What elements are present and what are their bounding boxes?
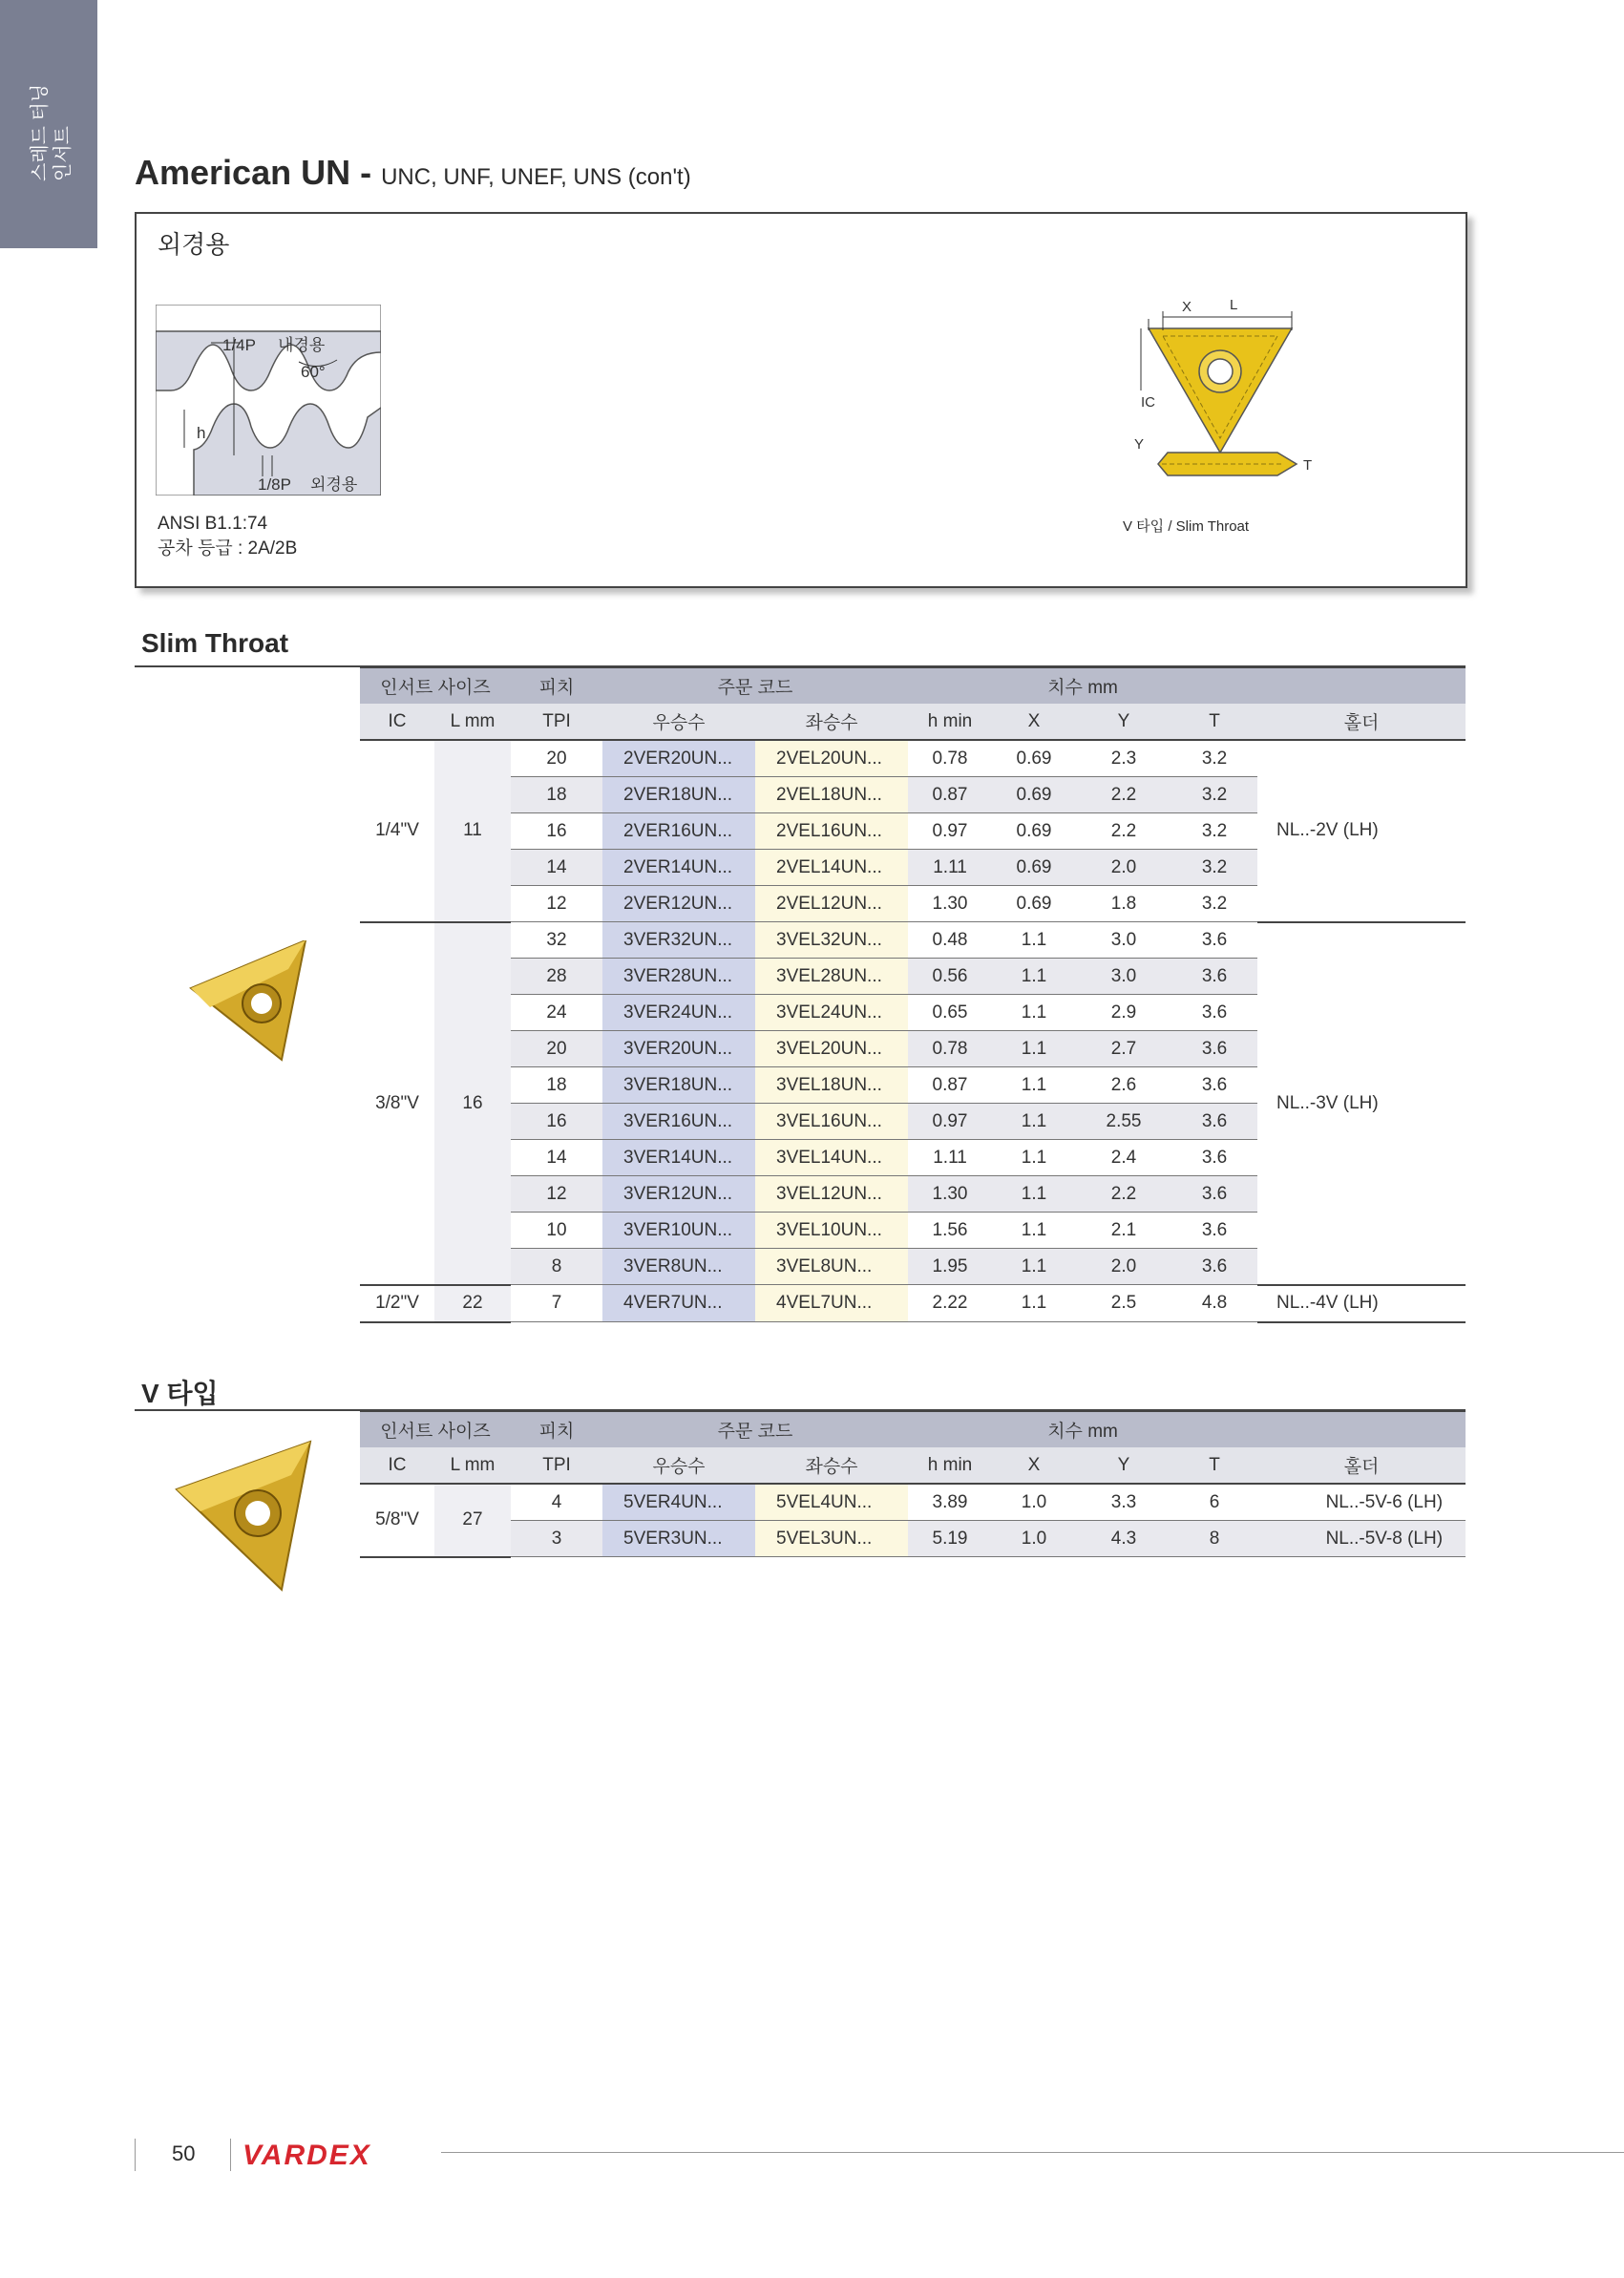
left-hand-code-cell: 3VEL18UN... — [755, 1067, 908, 1104]
t-cell: 3.2 — [1171, 777, 1257, 813]
hmin-cell: 2.22 — [908, 1285, 992, 1322]
tpi-cell: 20 — [511, 1031, 602, 1067]
header-t: T — [1171, 704, 1257, 740]
t-cell: 3.6 — [1171, 1140, 1257, 1176]
insert-ic-cell: 1/2"V — [360, 1285, 434, 1322]
footer-divider-left — [135, 2139, 136, 2171]
t-cell: 6 — [1171, 1484, 1257, 1521]
hmin-cell: 0.97 — [908, 813, 992, 850]
profile-angle-label: 60° — [301, 363, 326, 381]
insert-ic-cell: 5/8"V — [360, 1484, 434, 1557]
side-tab-label — [29, 29, 74, 181]
page-title — [135, 153, 691, 193]
t-cell: 3.2 — [1171, 886, 1257, 922]
x-cell: 0.69 — [992, 886, 1076, 922]
header-l: L mm — [434, 704, 511, 740]
right-hand-code-cell: 3VER32UN... — [602, 922, 755, 959]
y-cell: 3.0 — [1076, 922, 1171, 959]
t-cell: 3.6 — [1171, 995, 1257, 1031]
holder-cell: NL..-5V-6 (LH) — [1257, 1484, 1466, 1521]
x-cell: 1.1 — [992, 1176, 1076, 1213]
footer-rule — [441, 2152, 1624, 2153]
header-dims: 치수 mm — [908, 667, 1257, 704]
hmin-cell: 3.89 — [908, 1484, 992, 1521]
footer-divider-right — [230, 2139, 231, 2171]
x-cell: 1.1 — [992, 1140, 1076, 1176]
header-left-hand: 좌승수 — [755, 704, 908, 740]
header-y: Y — [1076, 704, 1171, 740]
profile-eighth-pitch-label: 1/8P — [258, 475, 291, 494]
x-cell: 1.1 — [992, 959, 1076, 995]
x-cell: 0.69 — [992, 813, 1076, 850]
left-hand-code-cell: 3VEL32UN... — [755, 922, 908, 959]
table-row — [360, 1484, 1466, 1521]
y-cell: 3.0 — [1076, 959, 1171, 995]
hmin-cell: 1.56 — [908, 1213, 992, 1249]
t-cell: 4.8 — [1171, 1285, 1257, 1322]
tpi-cell: 12 — [511, 886, 602, 922]
diagram-y-label: Y — [1134, 436, 1145, 453]
tpi-cell: 3 — [511, 1521, 602, 1557]
left-hand-code-cell: 2VEL20UN... — [755, 740, 908, 777]
t-cell: 3.6 — [1171, 1067, 1257, 1104]
tpi-cell: 10 — [511, 1213, 602, 1249]
left-hand-code-cell: 2VEL16UN... — [755, 813, 908, 850]
insert-length-cell: 16 — [434, 922, 511, 1285]
header-blank — [1257, 1411, 1466, 1447]
holder-cell: NL..-3V (LH) — [1257, 922, 1466, 1285]
x-cell: 1.0 — [992, 1484, 1076, 1521]
header-order-code: 주문 코드 — [602, 1411, 908, 1447]
header-y: Y — [1076, 1447, 1171, 1484]
t-cell: 3.6 — [1171, 922, 1257, 959]
slim-throat-insert-photo — [181, 940, 315, 1074]
right-hand-code-cell: 5VER4UN... — [602, 1484, 755, 1521]
y-cell: 2.55 — [1076, 1104, 1171, 1140]
brand-wordmark: VARDEX — [243, 2140, 371, 2171]
t-cell: 3.2 — [1171, 850, 1257, 886]
left-hand-code-cell: 3VEL8UN... — [755, 1249, 908, 1285]
diagram-t-label: T — [1303, 457, 1313, 474]
x-cell: 1.1 — [992, 1249, 1076, 1285]
t-cell: 3.6 — [1171, 1249, 1257, 1285]
y-cell: 2.9 — [1076, 995, 1171, 1031]
slim-throat-title: Slim Throat — [141, 628, 289, 658]
t-cell: 3.6 — [1171, 1213, 1257, 1249]
y-cell: 2.0 — [1076, 1249, 1171, 1285]
insert-length-cell: 22 — [434, 1285, 511, 1322]
hmin-cell: 1.11 — [908, 1140, 992, 1176]
diagram-ic-label: IC — [1141, 394, 1155, 411]
header-holder: 홀더 — [1257, 704, 1466, 740]
diagram-x-label: X — [1182, 299, 1192, 315]
holder-cell: NL..-5V-8 (LH) — [1257, 1521, 1466, 1557]
tpi-cell: 16 — [511, 1104, 602, 1140]
insert-length-cell: 11 — [434, 740, 511, 922]
profile-quarter-pitch-label: 1/4P — [222, 336, 256, 354]
hmin-cell: 0.56 — [908, 959, 992, 995]
header-ic: IC — [360, 1447, 434, 1484]
right-hand-code-cell: 3VER18UN... — [602, 1067, 755, 1104]
header-t: T — [1171, 1447, 1257, 1484]
header-left-hand: 좌승수 — [755, 1447, 908, 1484]
right-hand-code-cell: 3VER14UN... — [602, 1140, 755, 1176]
tpi-cell: 7 — [511, 1285, 602, 1322]
holder-cell: NL..-4V (LH) — [1257, 1285, 1466, 1322]
v-type-title: V 타입 — [141, 1379, 219, 1408]
left-hand-code-cell: 3VEL16UN... — [755, 1104, 908, 1140]
right-hand-code-cell: 3VER12UN... — [602, 1176, 755, 1213]
tpi-cell: 12 — [511, 1176, 602, 1213]
left-hand-code-cell: 3VEL12UN... — [755, 1176, 908, 1213]
hmin-cell: 0.65 — [908, 995, 992, 1031]
table-row — [360, 1285, 1466, 1322]
right-hand-code-cell: 2VER20UN... — [602, 740, 755, 777]
hmin-cell: 0.87 — [908, 777, 992, 813]
table-header-row-2 — [360, 1447, 1466, 1484]
y-cell: 2.4 — [1076, 1140, 1171, 1176]
profile-depth-label: h — [197, 424, 206, 442]
x-cell: 1.1 — [992, 1067, 1076, 1104]
left-hand-code-cell: 3VEL24UN... — [755, 995, 908, 1031]
table-header-row-2 — [360, 704, 1466, 740]
t-cell: 3.6 — [1171, 1104, 1257, 1140]
t-cell: 3.6 — [1171, 959, 1257, 995]
tpi-cell: 14 — [511, 1140, 602, 1176]
side-tab-line1: 스레드 터닝 — [30, 83, 51, 181]
tpi-cell: 24 — [511, 995, 602, 1031]
table-header-row-1 — [360, 1411, 1466, 1447]
hmin-cell: 0.78 — [908, 740, 992, 777]
left-hand-code-cell: 2VEL12UN... — [755, 886, 908, 922]
tpi-cell: 18 — [511, 777, 602, 813]
left-hand-code-cell: 2VEL14UN... — [755, 850, 908, 886]
right-hand-code-cell: 2VER18UN... — [602, 777, 755, 813]
y-cell: 2.2 — [1076, 1176, 1171, 1213]
diagram-caption: V 타입 / Slim Throat — [1123, 518, 1250, 535]
left-hand-code-cell: 3VEL14UN... — [755, 1140, 908, 1176]
diagram-l-label: L — [1230, 297, 1238, 313]
hmin-cell: 1.30 — [908, 1176, 992, 1213]
left-hand-code-cell: 4VEL7UN... — [755, 1285, 908, 1322]
x-cell: 1.1 — [992, 1031, 1076, 1067]
left-hand-code-cell: 3VEL28UN... — [755, 959, 908, 995]
t-cell: 8 — [1171, 1521, 1257, 1557]
holder-cell: NL..-2V (LH) — [1257, 740, 1466, 922]
v-type-insert-photo — [167, 1437, 320, 1599]
tpi-cell: 16 — [511, 813, 602, 850]
section-side-tab — [0, 0, 97, 248]
vardex-logo — [243, 2138, 424, 2172]
v-type-table — [360, 1410, 1466, 1558]
header-order-code: 주문 코드 — [602, 667, 908, 704]
table-header-row-1 — [360, 667, 1466, 704]
thread-info-box — [135, 212, 1467, 588]
x-cell: 0.69 — [992, 777, 1076, 813]
right-hand-code-cell: 2VER16UN... — [602, 813, 755, 850]
tpi-cell: 8 — [511, 1249, 602, 1285]
header-ic: IC — [360, 704, 434, 740]
header-blank — [1257, 667, 1466, 704]
profile-external-label: 외경용 — [310, 475, 358, 494]
header-insert-size: 인서트 사이즈 — [360, 1411, 511, 1447]
profile-internal-label: 내경용 — [278, 336, 326, 354]
header-hmin: h min — [908, 704, 992, 740]
table-row — [360, 740, 1466, 777]
x-cell: 1.1 — [992, 1104, 1076, 1140]
hmin-cell: 5.19 — [908, 1521, 992, 1557]
table-row — [360, 922, 1466, 959]
y-cell: 4.3 — [1076, 1521, 1171, 1557]
left-hand-code-cell: 5VEL4UN... — [755, 1484, 908, 1521]
thread-profile-diagram — [156, 305, 381, 496]
insert-ic-cell: 1/4"V — [360, 740, 434, 922]
x-cell: 1.1 — [992, 1285, 1076, 1322]
insert-length-cell: 27 — [434, 1484, 511, 1557]
right-hand-code-cell: 3VER28UN... — [602, 959, 755, 995]
t-cell: 3.6 — [1171, 1176, 1257, 1213]
title-main: American UN - — [135, 153, 372, 192]
hmin-cell: 1.11 — [908, 850, 992, 886]
x-cell: 1.1 — [992, 995, 1076, 1031]
y-cell: 2.7 — [1076, 1031, 1171, 1067]
y-cell: 3.3 — [1076, 1484, 1171, 1521]
header-tpi: TPI — [511, 704, 602, 740]
tpi-cell: 20 — [511, 740, 602, 777]
standard-label: ANSI B1.1:74 — [158, 514, 268, 534]
standard-info — [158, 512, 297, 561]
right-hand-code-cell: 3VER8UN... — [602, 1249, 755, 1285]
right-hand-code-cell: 4VER7UN... — [602, 1285, 755, 1322]
header-tpi: TPI — [511, 1447, 602, 1484]
y-cell: 2.3 — [1076, 740, 1171, 777]
header-dims: 치수 mm — [908, 1411, 1257, 1447]
t-cell: 3.2 — [1171, 740, 1257, 777]
right-hand-code-cell: 3VER24UN... — [602, 995, 755, 1031]
header-holder: 홀더 — [1257, 1447, 1466, 1484]
header-insert-size: 인서트 사이즈 — [360, 667, 511, 704]
t-cell: 3.6 — [1171, 1031, 1257, 1067]
right-hand-code-cell: 3VER20UN... — [602, 1031, 755, 1067]
tpi-cell: 14 — [511, 850, 602, 886]
y-cell: 2.1 — [1076, 1213, 1171, 1249]
header-right-hand: 우승수 — [602, 704, 755, 740]
tpi-cell: 32 — [511, 922, 602, 959]
table-row — [360, 1521, 1466, 1557]
hmin-cell: 1.30 — [908, 886, 992, 922]
y-cell: 2.5 — [1076, 1285, 1171, 1322]
title-sub: UNC, UNF, UNEF, UNS (con't) — [381, 164, 691, 190]
right-hand-code-cell: 3VER16UN... — [602, 1104, 755, 1140]
left-hand-code-cell: 3VEL10UN... — [755, 1213, 908, 1249]
header-right-hand: 우승수 — [602, 1447, 755, 1484]
header-x: X — [992, 1447, 1076, 1484]
y-cell: 2.2 — [1076, 777, 1171, 813]
right-hand-code-cell: 3VER10UN... — [602, 1213, 755, 1249]
x-cell: 1.1 — [992, 922, 1076, 959]
page-number: 50 — [172, 2141, 196, 2165]
x-cell: 1.0 — [992, 1521, 1076, 1557]
header-pitch: 피치 — [511, 1411, 602, 1447]
x-cell: 0.69 — [992, 850, 1076, 886]
x-cell: 1.1 — [992, 1213, 1076, 1249]
insert-ic-cell: 3/8"V — [360, 922, 434, 1285]
right-hand-code-cell: 5VER3UN... — [602, 1521, 755, 1557]
slim-throat-table — [360, 666, 1466, 1323]
side-tab-line2: 인서트 — [53, 126, 74, 181]
hmin-cell: 1.95 — [908, 1249, 992, 1285]
left-hand-code-cell: 2VEL18UN... — [755, 777, 908, 813]
hmin-cell: 0.78 — [908, 1031, 992, 1067]
t-cell: 3.2 — [1171, 813, 1257, 850]
y-cell: 2.2 — [1076, 813, 1171, 850]
info-box-label: 외경용 — [158, 230, 230, 259]
tpi-cell: 18 — [511, 1067, 602, 1104]
left-hand-code-cell: 5VEL3UN... — [755, 1521, 908, 1557]
header-hmin: h min — [908, 1447, 992, 1484]
hmin-cell: 0.87 — [908, 1067, 992, 1104]
tolerance-label: 공차 등급 : 2A/2B — [158, 538, 298, 559]
right-hand-code-cell: 2VER14UN... — [602, 850, 755, 886]
y-cell: 1.8 — [1076, 886, 1171, 922]
header-x: X — [992, 704, 1076, 740]
y-cell: 2.0 — [1076, 850, 1171, 886]
hmin-cell: 0.48 — [908, 922, 992, 959]
header-pitch: 피치 — [511, 667, 602, 704]
x-cell: 0.69 — [992, 740, 1076, 777]
header-l: L mm — [434, 1447, 511, 1484]
tpi-cell: 4 — [511, 1484, 602, 1521]
tpi-cell: 28 — [511, 959, 602, 995]
y-cell: 2.6 — [1076, 1067, 1171, 1104]
insert-dimension-diagram — [1091, 262, 1339, 481]
left-hand-code-cell: 3VEL20UN... — [755, 1031, 908, 1067]
hmin-cell: 0.97 — [908, 1104, 992, 1140]
right-hand-code-cell: 2VER12UN... — [602, 886, 755, 922]
